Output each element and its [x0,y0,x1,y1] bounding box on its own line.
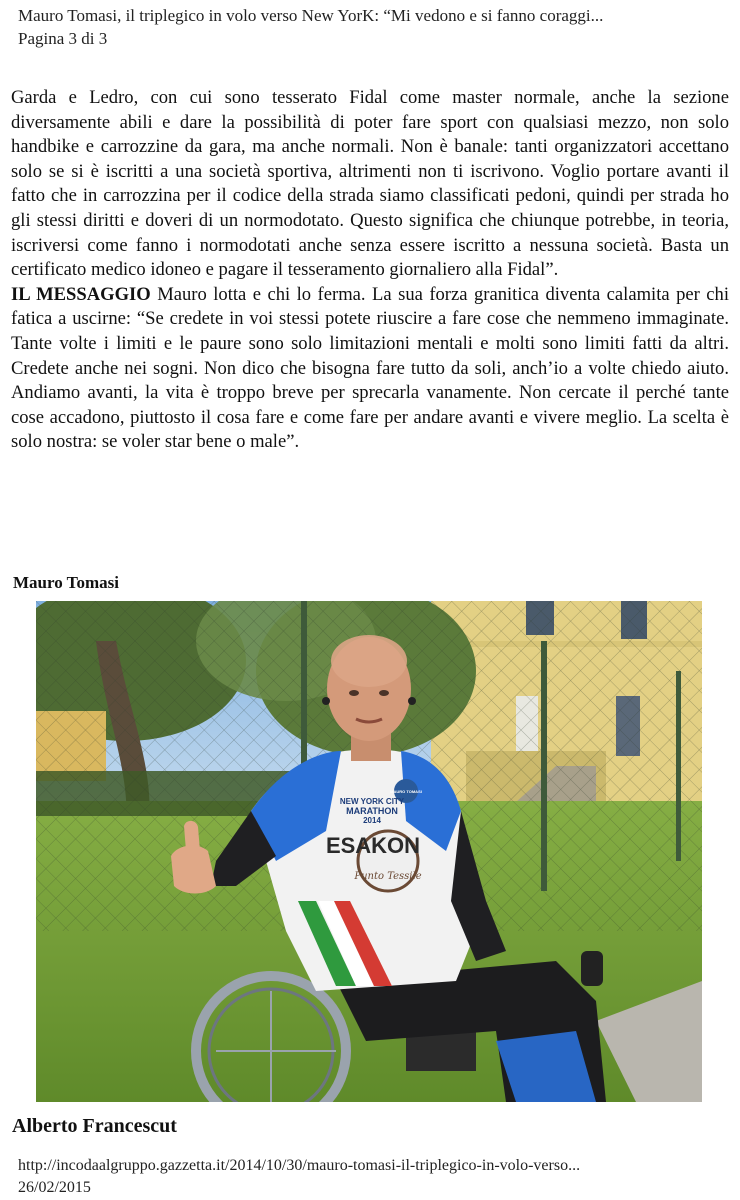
paragraph-2 [11,283,729,455]
jersey-marathon-line1: NEW YORK CITY [339,797,405,806]
jersey-marathon-line2: MARATHON [346,806,398,816]
paragraph-2-text: Mauro lotta e chi lo ferma. La sua forza granitica diventa calamita per chi fatica a uscirne: “Se credete in voi stessi potete riuscire a fare cose che nemmeno immaginate. Tante volte i limiti e le paure sono solo limitazioni mentali e molti sono limiti fatti da altri. Credete anche nei sogni. Non dico che bisogna fare tutto da soli, anch’io a volte chiedo aiuto. Andiamo avanti, la vita è troppo breve per sprecarla vanamente. Non cercate il perché tante cose accadono, piuttosto il cosa fare e come fare per andare avanti e vivere meglio. La scelta è solo nostra: se voler star bene o male”. [11,283,729,453]
photo-credit: Alberto Francescut [12,1115,177,1137]
article-title-header: Mauro Tomasi, il triplegico in volo verso New YorK: “Mi vedono e si fanno coraggi... [18,6,604,25]
article-body [11,86,729,455]
source-url: http://incodaalgruppo.gazzetta.it/2014/10/30/mauro-tomasi-il-triplegico-in-volo-verso... [18,1157,581,1174]
photo-caption-name: Mauro Tomasi [13,573,119,592]
page-number: Pagina 3 di 3 [18,29,108,48]
section-heading: IL MESSAGGIO [11,283,151,305]
fence-post [676,671,681,861]
jersey-sponsor-logo: Punto Tessile [354,871,422,882]
fence-post [541,641,547,891]
jersey-badge: MAURO TOMASI [390,789,422,794]
photo-illustration [36,601,702,1102]
article-photo [36,601,702,1102]
print-date: 26/02/2015 [18,1179,91,1196]
paragraph-1: Garda e Ledro, con cui sono tesserato Fidal come master normale, anche la sezione diversamente abili e dare la possibilità di poter fare sport con qualsiasi mezzo, non solo handbike e carrozzine da gara, ma anche normali. Non è banale: tanti organizzatori accettano solo se si è iscritti a una società sportiva, altrimenti non ti iscrivono. Voglio portare avanti il fatto che in carrozzina per il codice della strada siamo classificati pedoni, quindi per strada ho gli stessi diritti e doveri di un normodotato. Questo significa che chiunque potrebbe, in teoria, iscriversi come fanno i normodotati anche senza essere iscritto a nessuna società. Basta un certificato medico idoneo e pagare il tesseramento giornaliero alla Fidal”. [11,87,729,281]
print-header [18,4,603,50]
jersey-year: 2014 [363,816,381,825]
print-footer [18,1155,580,1199]
jersey-brand: ESAKON [325,833,421,858]
